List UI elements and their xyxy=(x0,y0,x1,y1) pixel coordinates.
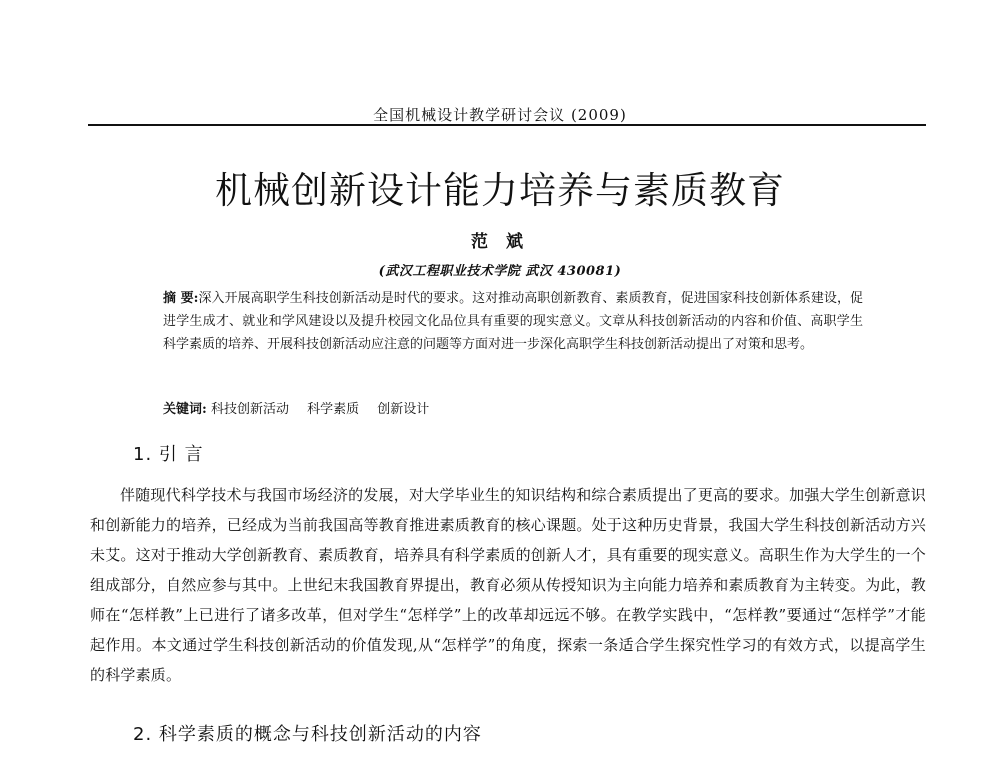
keywords xyxy=(163,400,863,420)
section-heading-introduction: 1. 引 言 xyxy=(133,444,204,465)
author-name: 范 斌 xyxy=(471,232,529,252)
header-rule xyxy=(88,124,926,126)
running-header: 全国机械设计教学研讨会议 (2009) xyxy=(373,106,627,124)
author-affiliation: (武汉工程职业技术学院 武汉 430081) xyxy=(378,264,622,279)
section-heading-2: 2. 科学素质的概念与科技创新活动的内容 xyxy=(133,724,482,745)
keyword: 创新设计 xyxy=(377,402,430,417)
keywords-label: 关键词: xyxy=(163,402,207,417)
keyword: 科学素质 xyxy=(307,402,360,417)
abstract xyxy=(163,287,863,356)
abstract-text: 深入开展高职学生科技创新活动是时代的要求。这对推动高职创新教育、素质教育，促进国家科技创新体系建设，促进学生成才、就业和学风建设以及提升校园文化品位具有重要的现实意义。文章从科技创新活动的内容和价值、高职学生科学素质的培养、开展科技创新活动应注意的问题等方面对进一步深化高职学生科技创新活动提出了对策和思考。 xyxy=(163,291,863,352)
abstract-label: 摘 要: xyxy=(163,291,199,306)
paper-title: 机械创新设计能力培养与素质教育 xyxy=(215,169,785,212)
introduction-paragraph: 伴随现代科学技术与我国市场经济的发展，对大学毕业生的知识结构和综合素质提出了更高的要求。加强大学生创新意识和创新能力的培养，已经成为当前我国高等教育推进素质教育的核心课题。处于这种历史背景，我国大学生科技创新活动方兴未艾。这对于推动大学创新教育、素质教育，培养具有科学素质的创新人才，具有重要的现实意义。高职生作为大学生的一个组成部分，自然应参与其中。上世纪末我国教育界提出，教育必须从传授知识为主向能力培养和素质教育为主转变。为此，教师在“怎样教”上已进行了诸多改革，但对学生“怎样学”上的改革却远远不够。在教学实践中，“怎样教”要通过“怎样学”才能起作用。本文通过学生科技创新活动的价值发现,从“怎样学”的角度，探索一条适合学生探究性学习的有效方式，以提高学生的科学素质。 xyxy=(90,486,927,684)
keyword: 科技创新活动 xyxy=(210,402,289,417)
